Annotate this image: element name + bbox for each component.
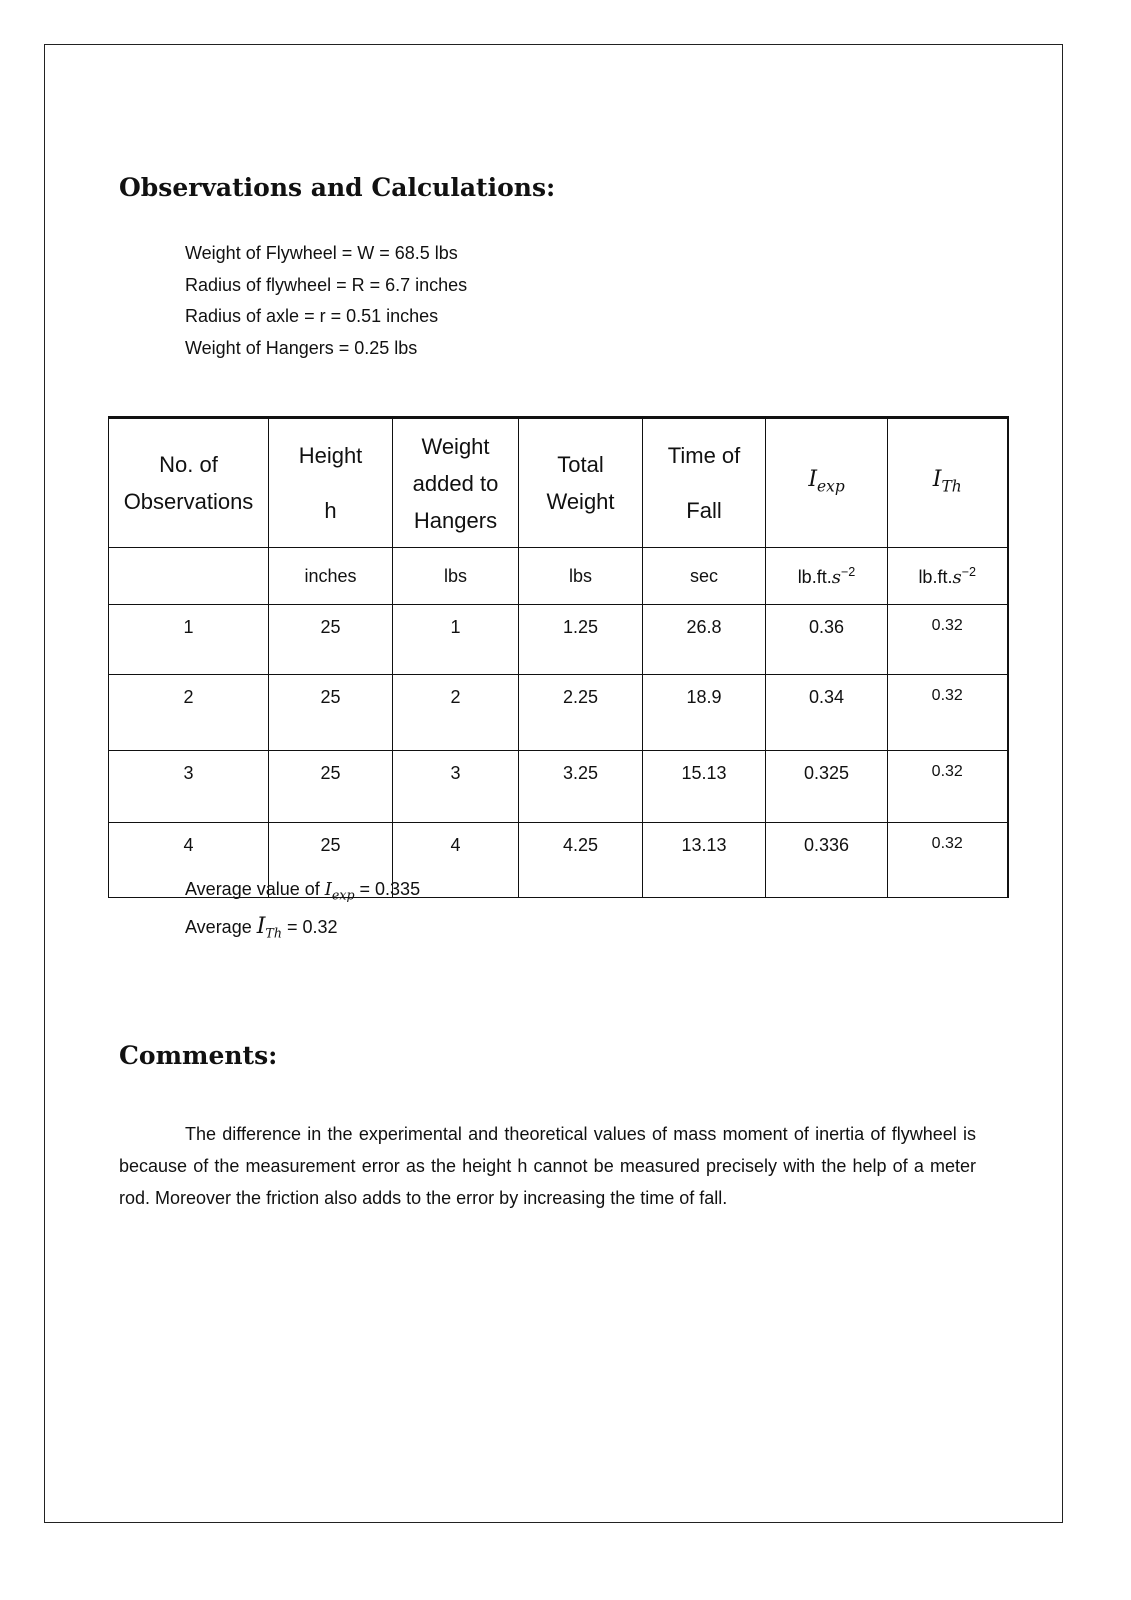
header-i-th: $I_{Th}$ [888,418,1008,548]
unit-cell: $lb.ft.s^{-2}$ [888,548,1008,605]
table-cell: 25 [269,675,393,751]
table-cell: 2 [393,675,519,751]
average-i-exp: Average value of $I_{exp} = 0.335$ [185,879,421,903]
unit-cell: sec [643,548,766,605]
table-cell: 18.9 [643,675,766,751]
table-cell: 3.25 [519,751,643,823]
table-cell: 1 [393,605,519,675]
header-time-of-fall: Time of Fall [643,418,766,548]
average-i-th: Average $I_{Th} = 0.32$ [185,914,338,941]
table-cell: 0.325 [766,751,888,823]
units-row [109,548,1008,605]
header-i-exp: $I_{exp}$ [766,418,888,548]
table-row [109,751,1008,823]
unit-cell [109,548,269,605]
table-cell: 2.25 [519,675,643,751]
table-cell: 0.32 [888,823,1008,898]
param-flywheel-weight: Weight of Flywheel = W = 68.5 lbs [185,243,458,263]
table-cell: 4 [393,823,519,898]
table-cell: 0.32 [888,675,1008,751]
param-axle-radius: Radius of axle = r = 0.51 inches [185,306,439,326]
table-row [109,675,1008,751]
table-cell: 25 [269,605,393,675]
table-cell: 1.25 [519,605,643,675]
observations-table [108,416,1009,898]
table-cell: 25 [269,823,393,898]
table-cell: 3 [393,751,519,823]
param-hanger-weight: Weight of Hangers = 0.25 lbs [185,338,418,358]
table-cell: 0.36 [766,605,888,675]
header-height: Height h [269,418,393,548]
param-flywheel-radius: Radius of flywheel = R = 6.7 inches [185,275,468,295]
unit-cell: $lb.ft.s^{-2}$ [766,548,888,605]
table-cell: 0.34 [766,675,888,751]
header-observations: No. of Observations [109,418,269,548]
table-cell: 13.13 [643,823,766,898]
comment-paragraph: The difference in the experimental and theoretical values of mass moment of inertia of flywheel is because of the measurement error as the height h cannot be measured precisely with the help of a meter rod. Moreover the friction also adds to the error by increasing the time of fall. [119,1124,976,1208]
table-header-row [109,418,1008,548]
header-weight-added: Weight added to Hangers [393,418,519,548]
unit-cell: inches [269,548,393,605]
table-cell: 0.32 [888,605,1008,675]
section-heading-comments: Comments: [119,1041,278,1070]
section-heading-observations: Observations and Calculations: [119,173,556,202]
unit-cell: lbs [393,548,519,605]
table-cell: 3 [109,751,269,823]
table-cell: 15.13 [643,751,766,823]
table-row [109,605,1008,675]
table-cell: 0.336 [766,823,888,898]
table-cell: 4 [109,823,269,898]
table-cell: 4.25 [519,823,643,898]
table-cell: 25 [269,751,393,823]
table-cell: 26.8 [643,605,766,675]
table-cell: 0.32 [888,751,1008,823]
table-cell: 1 [109,605,269,675]
header-total-weight: Total Weight [519,418,643,548]
table-cell: 2 [109,675,269,751]
unit-cell: lbs [519,548,643,605]
